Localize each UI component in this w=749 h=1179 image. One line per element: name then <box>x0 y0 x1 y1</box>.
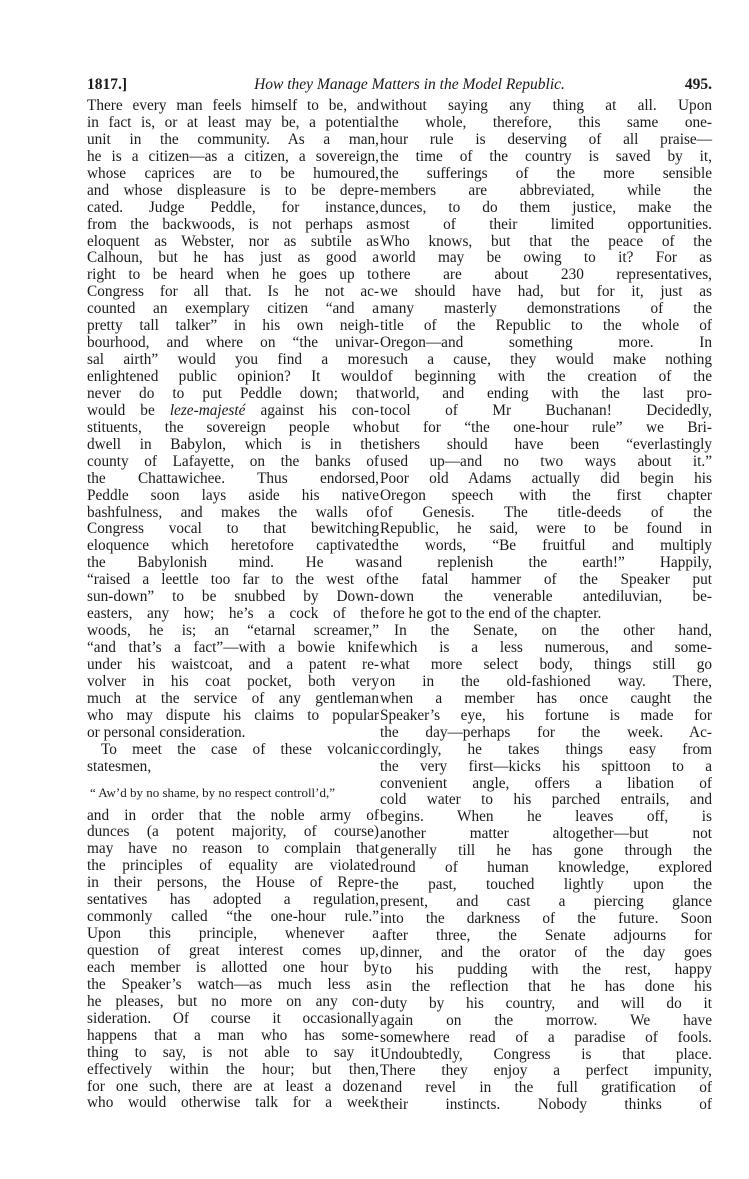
text-line: fore he got to the end of the chapter. <box>380 605 602 623</box>
text-line: unit in the community. As a man, <box>87 130 379 148</box>
text-line: what more select body, things still go <box>380 655 712 673</box>
text-line: happens that a man who has some- <box>87 1026 379 1044</box>
text-line: world, and ending with the last pro- <box>380 384 712 402</box>
text-line: of Genesis. The title-deeds of the <box>380 503 712 521</box>
text-line: volver in his coat pocket, both very <box>87 672 379 690</box>
text-line: he is a citizen—as a citizen, a sovereign, <box>87 147 379 165</box>
text-line: round of human knowledge, explored <box>380 859 712 877</box>
left-column <box>87 98 379 1112</box>
text-line: for one such, there are at least a dozen <box>87 1077 379 1095</box>
paragraph <box>87 742 379 776</box>
paragraph <box>87 98 379 403</box>
text-line: Oregon speech with the first chapter <box>380 486 712 504</box>
italic-phrase: leze-majesté <box>169 401 246 419</box>
text-line: thing to say, is not able to say it <box>87 1043 379 1061</box>
text-line: again on the morrow. We have <box>380 1011 712 1029</box>
text-line: from the backwoods, is not perhaps as <box>87 215 379 233</box>
text-line: tocol of Mr Buchanan! Decidedly, <box>380 401 712 419</box>
text-line-italic: would be leze-majesté against his con- <box>87 401 379 419</box>
paragraph-continued <box>87 420 379 742</box>
text-line: which is a less numerous, and some- <box>380 639 712 656</box>
text-line: There every man feels himself to be, and <box>87 97 379 114</box>
text-line: the time of the country is saved by it, <box>380 147 712 165</box>
running-head <box>87 76 712 96</box>
text-line: the Chattawichee. Thus endorsed, <box>87 469 379 487</box>
text-line: and replenish the earth!” Happily, <box>380 554 712 572</box>
text-line: the whole, therefore, this same one- <box>380 113 712 131</box>
paragraph <box>380 623 712 1114</box>
text-line: when a member has once caught the <box>380 689 712 707</box>
text-line: sideration. Of course it occasionally <box>87 1009 379 1027</box>
paragraph <box>87 808 379 1113</box>
text-line: present, and cast a piercing glance <box>380 893 712 911</box>
text-line: we should have had, but for it, just as <box>380 283 712 301</box>
text-line: “and that’s a fact”—with a bowie knife <box>87 639 379 656</box>
text-line: who may dispute his claims to popular <box>87 706 379 724</box>
text-line: bashfulness, and makes the walls of <box>87 503 379 521</box>
text-line: question of great interest comes up, <box>87 942 379 959</box>
text-line: in fact is, or at least may be, a potential <box>87 113 379 131</box>
text-line: the day—perhaps for the week. Ac- <box>380 723 712 741</box>
text-line: members are abbreviated, while the <box>380 181 712 199</box>
text-line: duty by his country, and will do it <box>380 994 712 1012</box>
text-line: of beginning with the creation of the <box>380 368 712 385</box>
text-line: in the reflection that he has done his <box>380 977 712 995</box>
text-line: the fatal hammer of the Speaker put <box>380 571 712 589</box>
text-line: on in the old-fashioned way. There, <box>380 672 712 690</box>
text-line: statesmen, <box>87 757 152 775</box>
text-line: hour rule is deserving of all praise— <box>380 130 712 148</box>
text-line: eloquent as Webster, nor as subtile as <box>87 232 379 250</box>
text-line: another matter altogether—but not <box>380 825 712 843</box>
text-line: their instincts. Nobody thinks of <box>380 1096 712 1114</box>
text-line: there are about 230 representatives, <box>380 266 712 284</box>
text-line: down the venerable antediluvian, be- <box>380 588 712 606</box>
text-line: much at the service of any gentleman <box>87 689 379 707</box>
text-line: convenient angle, offers a libation of <box>380 774 712 792</box>
text-line: into the darkness of the future. Soon <box>380 910 712 927</box>
text-line: Republic, he said, were to be found in <box>380 520 712 538</box>
text-line: sentatives has adopted a regulation, <box>87 891 379 909</box>
text-line: such a cause, they would make nothing <box>380 351 712 369</box>
text-line: “raised a leettle too far to the west of <box>87 571 379 589</box>
running-head-year: 1817.] <box>87 76 128 93</box>
text-line: the Speaker’s watch—as much less as <box>87 975 379 993</box>
text-line: the words, “Be fruitful and multiply <box>380 537 712 555</box>
running-head-title: How they Manage Matters in the Model Republic. <box>254 76 565 93</box>
text-line: Peddle soon lays aside his native <box>87 486 379 504</box>
text-line: the Babylonish mind. He was <box>87 554 379 572</box>
text-line: generally till he has gone through the <box>380 842 712 860</box>
text-line: title of the Republic to the whole of <box>380 317 712 335</box>
text-line: To meet the case of these volcanic <box>101 740 379 758</box>
text-line: whose caprices are to be humoured, <box>87 164 379 182</box>
text-line: cordingly, he takes things easy from <box>380 740 712 758</box>
text-line: may have no reason to complain that <box>87 840 379 858</box>
text-line: world may be owing to it? For as <box>380 249 712 267</box>
right-column <box>380 98 712 1114</box>
text-line: In the Senate, on the other hand, <box>394 622 712 640</box>
text-line: stituents, the sovereign people who <box>87 418 379 436</box>
text-line: dunces (a potent majority, of course) <box>87 823 379 841</box>
text-line: commonly called “the one-hour rule.” <box>87 908 379 926</box>
text-line: Who knows, but that the peace of the <box>380 232 712 250</box>
text-line: many masterly demonstrations of the <box>380 300 712 318</box>
text-line: Poor old Adams actually did begin his <box>380 469 712 487</box>
text-line: There they enjoy a perfect impunity, <box>380 1062 712 1080</box>
text-line: Oregon—and something more. In <box>380 334 712 352</box>
text-line: but for “the one-hour rule” we Bri- <box>380 418 712 436</box>
text-line: Congress for all that. Is he not ac- <box>87 283 379 301</box>
page-number: 495. <box>684 76 712 93</box>
text-line: never do to put Peddle down; that <box>87 384 379 402</box>
text-line: somewhere read of a paradise of fools. <box>380 1028 712 1046</box>
text-line: Undoubtedly, Congress is that place. <box>380 1045 712 1063</box>
text-line: without saying any thing at all. Upon <box>380 97 712 114</box>
text-line: the very first—kicks his spittoon to a <box>380 757 712 775</box>
text-line: Calhoun, but he has just as good a <box>87 249 379 267</box>
text-line: used up—and no two ways about it.” <box>380 452 712 470</box>
text-line: he pleases, but no more on any con- <box>87 992 379 1010</box>
text-line: eloquence which heretofore captivated <box>87 537 379 555</box>
text-line: counted an exemplary citizen “and a <box>87 300 379 318</box>
text-line: Congress vocal to that bewitching <box>87 520 379 538</box>
text-line: easters, any how; he’s a cock of the <box>87 605 379 623</box>
text-line: sun-down” to be snubbed by Down- <box>87 588 379 606</box>
text-line: or personal consideration. <box>87 723 246 741</box>
text-line: and whose displeasure is to be depre- <box>87 181 379 199</box>
text-line: pretty tall talker” in his own neigh- <box>87 317 379 335</box>
text-line: woods, he is; an “etarnal screamer,” <box>87 622 379 640</box>
text-line: Upon this principle, whenever a <box>87 925 379 943</box>
text-line: and in order that the noble army of <box>87 806 379 824</box>
text-line: right to be heard when he goes up to <box>87 266 379 284</box>
paragraph <box>380 98 712 623</box>
text-line: begins. When he leaves off, is <box>380 808 712 826</box>
text-line: after three, the Senate adjourns for <box>380 926 712 944</box>
text-line: and revel in the full gratification of <box>380 1079 712 1097</box>
text-line: to his pudding with the rest, happy <box>380 960 712 978</box>
text-line: cold water to his parched entrails, and <box>380 791 712 809</box>
text-line: under his waistcoat, and a patent re- <box>87 655 379 673</box>
text-line: the past, touched lightly upon the <box>380 876 712 894</box>
text-line: most of their limited opportunities. <box>380 215 712 233</box>
text-line: the sufferings of the more sensible <box>380 164 712 182</box>
text-line: who would otherwise talk for a week <box>87 1094 379 1112</box>
text-line: dwell in Babylon, which is in the <box>87 435 379 453</box>
text-line: each member is allotted one hour by <box>87 958 379 976</box>
verse-quotation: “ Aw’d by no shame, by no respect controll’d,” <box>90 784 336 800</box>
text-line: enlightened public opinion? It would <box>87 368 379 385</box>
text-line: county of Lafayette, on the banks of <box>87 452 379 470</box>
text-line: tishers should have been “everlastingly <box>380 435 712 453</box>
text-line: bourhood, and where on “the univar- <box>87 334 379 352</box>
text-line: effectively within the hour; but then, <box>87 1060 379 1078</box>
text-line: dunces, to do them justice, make the <box>380 198 712 216</box>
text-line: sal airth” would you find a more <box>87 351 379 369</box>
text-line: cated. Judge Peddle, for instance, <box>87 198 379 216</box>
text-line: dinner, and the orator of the day goes <box>380 943 712 961</box>
text-line: the principles of equality are violated <box>87 857 379 875</box>
text-line: Speaker’s eye, his fortune is made for <box>380 706 712 724</box>
text-line: in their persons, the House of Repre- <box>87 874 379 892</box>
